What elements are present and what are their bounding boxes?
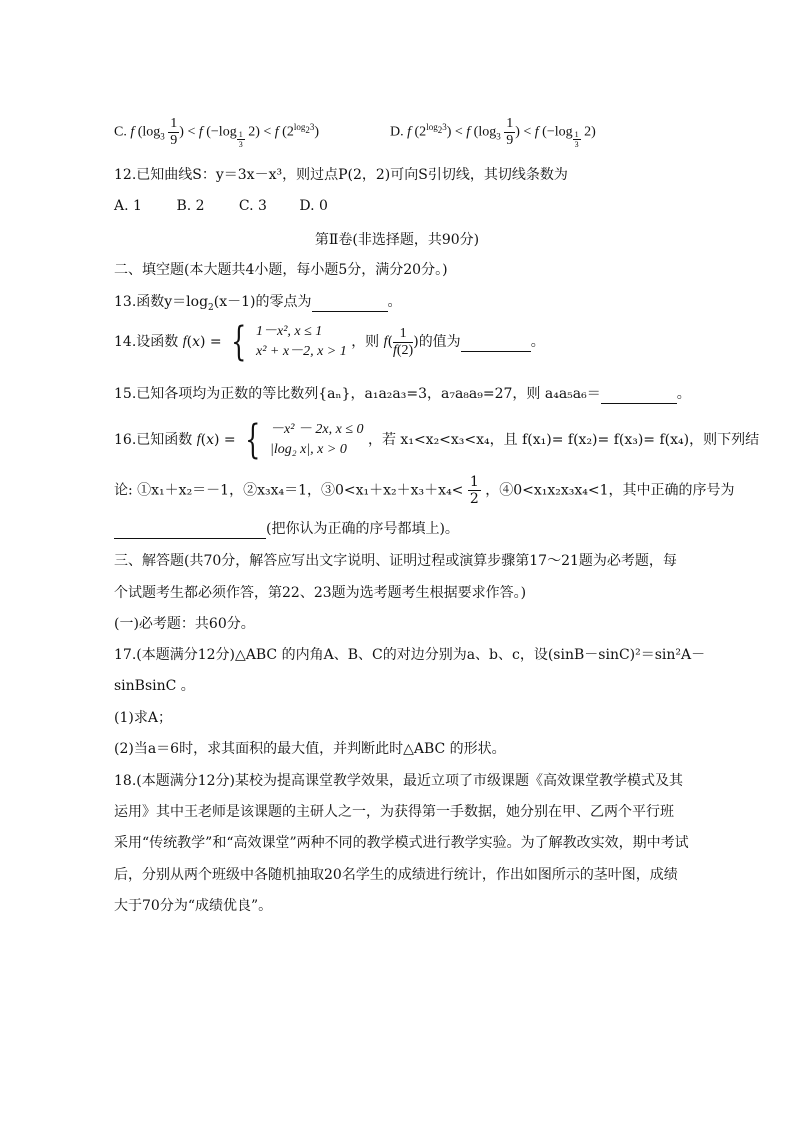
section-3-line-1: 三、解答题(共70分，解答应写出文字说明、证明过程或演算步骤第17～21题为必考题，每 <box>114 553 677 569</box>
option-11c: C. f ($\log_3$ $\frac{1}{9}$ ) < f (−log $_{\frac{1}{3}}$ 2) < f $(2^{log_23})$ <box>114 116 320 150</box>
answer-blank-15[interactable] <box>601 385 677 404</box>
part-2-title: 第Ⅱ卷(非选择题，共90分) <box>314 232 480 248</box>
piecewise-14: 1－x², x ≤ 1 x² + x－2, x > 1 <box>256 324 347 359</box>
answer-blank-16[interactable] <box>114 520 266 539</box>
question-12: 12.已知曲线S：y＝3x－x³，则过点P(2，2)可向S引切线，其切线条数为 <box>114 167 568 183</box>
piecewise-16: －x² － 2x, x ≤ 0 |log₂ x|, x > 0 <box>270 422 364 457</box>
section-3-line-2: 个试题考生都必须作答，第22、23题为选考题考生根据要求作答。) <box>114 585 527 601</box>
fraction-one-half: $\frac{1}{2}$ <box>469 474 479 507</box>
question-16-line-3: (把你认为正确的序号都填上)。 <box>114 520 459 539</box>
fraction-one-ninth-d: $\frac{1}{9}$ <box>506 116 514 148</box>
option-a: A. 1 <box>114 198 142 214</box>
left-brace-16: { <box>245 417 261 463</box>
required-heading: (一)必考题：共60分。 <box>114 616 255 632</box>
answer-blank-14[interactable] <box>461 333 531 352</box>
fraction-one-over-f2: $\frac{1}{f(2)}$ <box>393 325 414 358</box>
option-11d: D. f $(2^{log_23}) < f$ ($\log_3$ $\frac{1}{9}$ ) < f (−log $_{\frac{1}{3}}$ 2) <box>390 116 596 150</box>
question-12-options <box>114 197 328 215</box>
question-18-line-2: 运用》其中王老师是该课题的主研人之一，为获得第一手数据，她分别在甲、乙两个平行班 <box>114 804 674 820</box>
question-15: 15.已知各项均为正数的等比数列{aₙ}，a₁a₂a₃=3，a₇a₈a₉=27，则 a₄a₅a₆＝ 。 <box>114 386 691 402</box>
fraction-one-ninth: $\frac{1}{9}$ <box>170 116 178 148</box>
question-17-line-2: sinBsinC 。 <box>114 678 195 694</box>
option-c: C. 3 <box>238 198 267 214</box>
question-13: 13.函数$y=\log_2(x-1)$的零点为 。 <box>114 294 402 313</box>
question-18-line-5: 大于70分为“成绩优良”。 <box>114 898 273 914</box>
question-17-part-1: (1)求A； <box>114 710 172 726</box>
option-d: D. 0 <box>299 198 328 214</box>
option-b: B. 2 <box>176 198 205 214</box>
answer-blank-13[interactable] <box>312 293 388 312</box>
option-label-c: C. <box>114 124 127 140</box>
question-16: 16.已知函数 f(x) = { －x² － 2x, x ≤ 0 |log₂ x|, x > 0 ，若 x₁<x₂<x₃<x₄，且 f(x₁)= f(x₂)= f(x₃)= f(x₄)，则下列结 <box>114 417 760 463</box>
option-label-d: D. <box>390 124 404 140</box>
question-17-part-2: (2)当a＝6时，求其面积的最大值，并判断此时△ABC 的形状。 <box>114 741 506 757</box>
question-14: 14.设函数 f(x) = { 1－x², x ≤ 1 x² + x－2, x > 1 ，则 f( $\frac{1}{f(2)}$ )的值为 。 <box>114 319 545 365</box>
section-2-heading: 二、填空题(本大题共4小题，每小题5分，满分20分。) <box>114 262 448 278</box>
question-16-line-2: 论: ①x₁＋x₂＝－1，②x₃x₄＝1，③0<x₁＋x₂＋x₃＋x₄< $\frac{1}{2}$ ，④0<x₁x₂x₃x₄<1，其中正确的序号为 <box>114 474 735 507</box>
question-18-line-4: 后，分别从两个班级中各随机抽取20名学生的成绩进行统计，作出如图所示的茎叶图，成绩 <box>114 867 678 883</box>
question-18-line-3: 采用“传统教学”和“高效课堂”两种不同的教学模式进行教学实验。为了解教改实效，期中考试 <box>114 835 689 851</box>
question-18-line-1: 18.(本题满分12分)某校为提高课堂教学效果，最近立项了市级课题《高效课堂教学模式及其 <box>114 773 684 789</box>
question-17-line-1: 17.(本题满分12分)△ABC 的内角A、B、C的对边分别为a、b、c，设(sinB－sinC)²＝sin²A－ <box>114 647 706 663</box>
left-brace: { <box>231 319 247 365</box>
